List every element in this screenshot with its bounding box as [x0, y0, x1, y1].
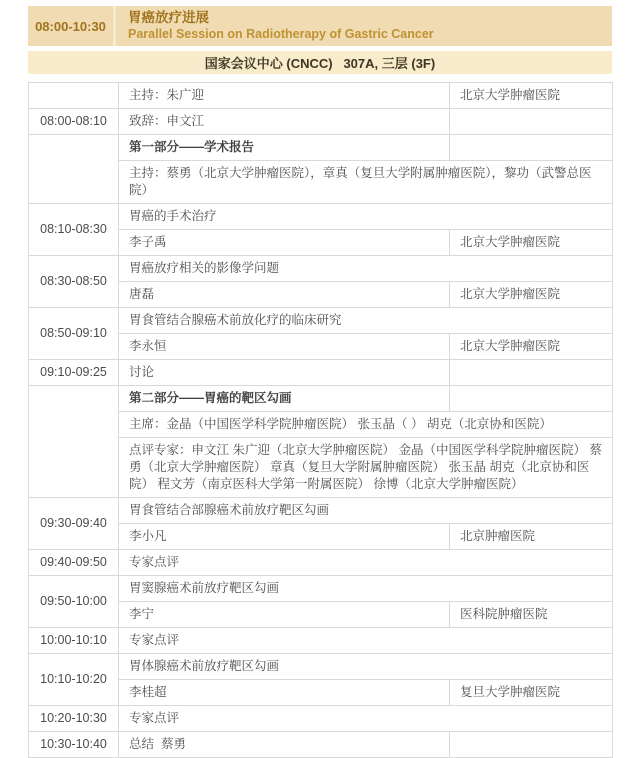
discussion-cell: 讨论 [119, 360, 450, 386]
affiliation-cell: 北京大学肿瘤医院 [450, 83, 613, 109]
expert-comment-cell: 专家点评 [119, 706, 613, 732]
table-row [29, 204, 613, 230]
opening-cell: 致辞：申文江 [119, 109, 450, 135]
time-cell [29, 135, 119, 204]
schedule-table [28, 82, 613, 758]
affiliation-cell: 医科院肿瘤医院 [450, 602, 613, 628]
session-title-en: Parallel Session on Radiotherapy of Gastric Cancer [128, 26, 434, 41]
affiliation-cell [450, 135, 613, 161]
venue-text: 国家会议中心 (CNCC) 307A, 三层 (3F) [204, 56, 436, 71]
time-cell [29, 83, 119, 109]
affiliation-cell: 北京大学肿瘤医院 [450, 334, 613, 360]
expert-comment-cell: 专家点评 [119, 550, 613, 576]
table-row [29, 732, 613, 758]
table-row [29, 256, 613, 282]
affiliation-cell: 北京大学肿瘤医院 [450, 230, 613, 256]
time-cell: 10:30-10:40 [29, 732, 119, 758]
table-row [29, 498, 613, 524]
table-row [29, 706, 613, 732]
expert-comment-cell: 专家点评 [119, 628, 613, 654]
table-row [29, 135, 613, 161]
table-row [29, 654, 613, 680]
time-cell: 08:10-08:30 [29, 204, 119, 256]
time-cell: 09:40-09:50 [29, 550, 119, 576]
time-cell: 08:50-09:10 [29, 308, 119, 360]
speaker-cell: 李永恒 [119, 334, 450, 360]
session-time-range: 08:00-10:30 [28, 6, 116, 46]
moderators-cell: 主持：蔡勇（北京大学肿瘤医院），章真（复旦大学附属肿瘤医院），黎功（武警总医院） [119, 161, 613, 204]
affiliation-cell: 北京大学肿瘤医院 [450, 282, 613, 308]
talk-title-cell: 胃食管结合部腺癌术前放疗靶区勾画 [119, 498, 613, 524]
time-cell: 10:10-10:20 [29, 654, 119, 706]
speaker-cell: 李小凡 [119, 524, 450, 550]
moderator-cell: 主持：朱广迎 [119, 83, 450, 109]
speaker-cell: 唐磊 [119, 282, 450, 308]
time-cell: 08:30-08:50 [29, 256, 119, 308]
speaker-cell: 李桂超 [119, 680, 450, 706]
session-title-zh: 胃癌放疗进展 [128, 9, 209, 25]
chairs-cell: 主席：金晶（中国医学科学院肿瘤医院） 张玉晶（ ） 胡克（北京协和医院） [119, 412, 613, 438]
table-row [29, 360, 613, 386]
venue-bar [28, 51, 612, 74]
affiliation-cell [450, 360, 613, 386]
affiliation-cell: 复旦大学肿瘤医院 [450, 680, 613, 706]
session-titles [116, 6, 612, 46]
table-row [29, 550, 613, 576]
summary-cell: 总结 蔡勇 [119, 732, 450, 758]
table-row [29, 83, 613, 109]
talk-title-cell: 胃食管结合腺癌术前放化疗的临床研究 [119, 308, 613, 334]
speaker-cell: 李宁 [119, 602, 450, 628]
table-row [29, 628, 613, 654]
talk-title-cell: 胃窦腺癌术前放疗靶区勾画 [119, 576, 613, 602]
table-row [29, 576, 613, 602]
time-cell: 08:00-08:10 [29, 109, 119, 135]
affiliation-cell [450, 109, 613, 135]
time-cell: 09:50-10:00 [29, 576, 119, 628]
section-header-cell: 第一部分——学术报告 [119, 135, 450, 161]
affiliation-cell: 北京肿瘤医院 [450, 524, 613, 550]
talk-title-cell: 胃癌放疗相关的影像学问题 [119, 256, 613, 282]
talk-title-cell: 胃癌的手术治疗 [119, 204, 613, 230]
time-cell: 10:00-10:10 [29, 628, 119, 654]
time-cell: 10:20-10:30 [29, 706, 119, 732]
affiliation-cell [450, 732, 613, 758]
session-header [28, 6, 612, 46]
time-cell: 09:30-09:40 [29, 498, 119, 550]
affiliation-cell [450, 386, 613, 412]
talk-title-cell: 胃体腺癌术前放疗靶区勾画 [119, 654, 613, 680]
commentators-cell: 点评专家：申文江 朱广迎（北京大学肿瘤医院） 金晶（中国医学科学院肿瘤医院） 蔡勇（北京大学肿瘤医院） 章真（复旦大学附属肿瘤医院） 张玉晶 胡克（北京协和医院） 程文芳（南京医科大学第一附属医院） 徐博（北京大学肿瘤医院） [119, 438, 613, 498]
time-cell: 09:10-09:25 [29, 360, 119, 386]
section-header-cell: 第二部分——胃癌的靶区勾画 [119, 386, 450, 412]
table-row [29, 308, 613, 334]
speaker-cell: 李子禹 [119, 230, 450, 256]
table-row [29, 386, 613, 412]
time-cell [29, 386, 119, 498]
table-row [29, 109, 613, 135]
